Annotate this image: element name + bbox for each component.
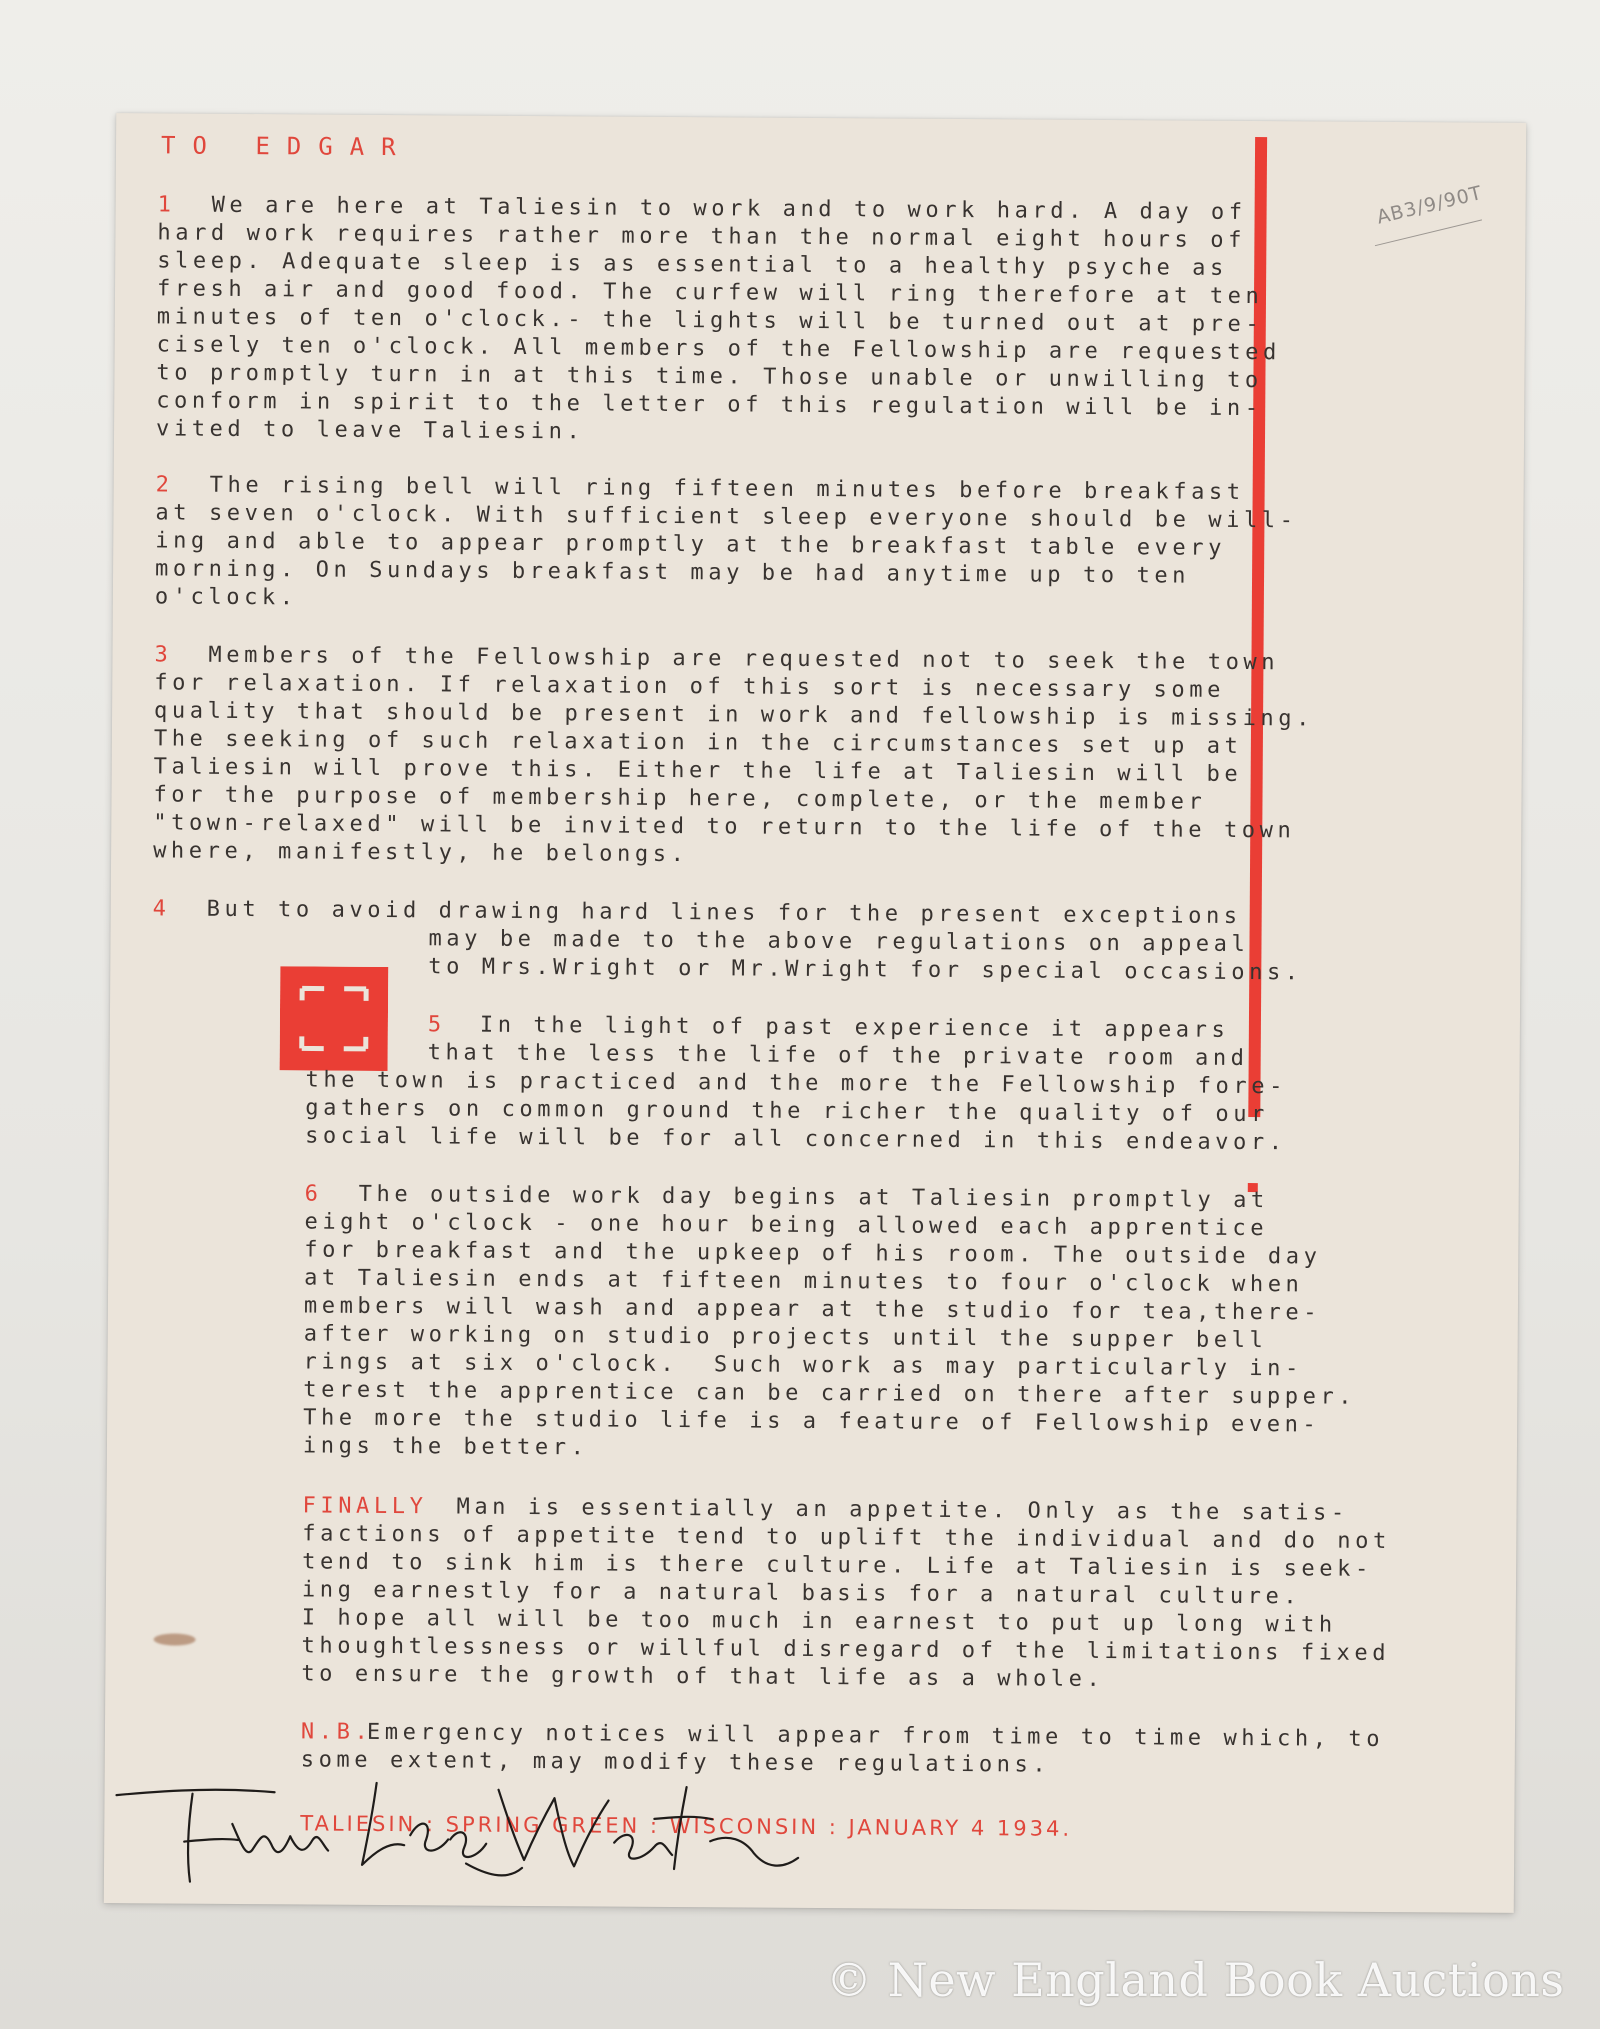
section-3-line-1: Members of the Fellowship are requested not to seek the town bbox=[208, 642, 1280, 676]
finally-line-2: factions of appetite tend to uplift the individual and do not bbox=[302, 1521, 1391, 1555]
letter-heading: TO EDGAR bbox=[160, 131, 413, 162]
section-6-line-4: at Taliesin ends at fifteen minutes to four o'clock when bbox=[304, 1265, 1304, 1298]
section-6-line-5: members will wash and appear at the studio for tea,there- bbox=[303, 1293, 1322, 1326]
section-2-line-4: morning. On Sundays breakfast may be had anytime up to ten bbox=[154, 556, 1191, 589]
nb-line-1: Emergency notices will appear from time to time which, to bbox=[366, 1719, 1385, 1752]
section-1-line-7: to promptly turn in at this time. Those unable or unwilling to bbox=[156, 360, 1263, 394]
section-5-line-1: In the light of past experience it appears bbox=[479, 1012, 1230, 1043]
section-1-line-3: sleep. Adequate sleep is as essential to a healthy psyche as bbox=[157, 248, 1229, 281]
section-5-line-4: gathers on common ground the richer the quality of our bbox=[305, 1095, 1270, 1128]
section-5-line-2: that the less the life of the private room and bbox=[427, 1040, 1249, 1072]
section-2-line-5: o'clock. bbox=[154, 584, 298, 611]
finally-line-6: thoughtlessness or willful disregard of the limitations fixed bbox=[301, 1633, 1391, 1667]
section-3-line-6: for the purpose of membership here, complete, or the member bbox=[153, 782, 1207, 815]
section-6-line-7: rings at six o'clock. Such work as may particularly in- bbox=[303, 1349, 1303, 1382]
section-3-line-7: "town-relaxed" will be invited to return to the life of the town bbox=[153, 810, 1296, 844]
section-2-line-3: ing and able to appear promptly at the breakfast table every bbox=[155, 528, 1227, 561]
nb-label: N.B. bbox=[300, 1719, 373, 1745]
copyright-watermark: © New England Book Auctions bbox=[826, 1953, 1565, 2007]
section-2-line-2: at seven o'clock. With sufficient sleep everyone should be will- bbox=[155, 500, 1298, 534]
finally-line-4: ing earnestly for a natural basis for a natural culture. bbox=[301, 1577, 1302, 1610]
taliesin-red-square-logo bbox=[280, 966, 389, 1071]
finally-line-3: tend to sink him is there culture. Life at Taliesin is seek- bbox=[302, 1549, 1373, 1582]
section-4-line-1: But to avoid drawing hard lines for the present exceptions bbox=[206, 896, 1242, 929]
finally-line-5: I hope all will be too much in earnest to put up long with bbox=[301, 1605, 1337, 1638]
section-6-number: 6 bbox=[304, 1181, 323, 1207]
section-3-number: 3 bbox=[154, 642, 173, 668]
section-6-line-2: eight o'clock - one hour being allowed each apprentice bbox=[304, 1209, 1269, 1242]
section-1-line-6: cisely ten o'clock. All members of the Fellowship are requested bbox=[156, 332, 1281, 366]
section-6-line-9: The more the studio life is a feature of Fellowship even- bbox=[303, 1405, 1321, 1438]
section-6-line-3: for breakfast and the upkeep of his room. The outside day bbox=[304, 1237, 1322, 1270]
section-1-line-8: conform in spirit to the letter of this regulation will be in- bbox=[156, 388, 1263, 422]
section-5-number: 5 bbox=[427, 1012, 446, 1038]
section-1-number: 1 bbox=[157, 192, 176, 218]
section-1-line-5: minutes of ten o'clock.- the lights will be turned out at pre- bbox=[156, 304, 1264, 338]
section-6-line-1: The outside work day begins at Taliesin promptly at bbox=[358, 1181, 1269, 1214]
section-4-line-3: to Mrs.Wright or Mr.Wright for special occasions. bbox=[428, 954, 1303, 986]
section-3-line-4: The seeking of such relaxation in the circumstances set up at bbox=[153, 726, 1243, 759]
section-1-line-1: We are here at Taliesin to work and to work hard. A day of bbox=[211, 192, 1247, 225]
finally-label: FINALLY bbox=[302, 1493, 428, 1520]
section-6-line-8: terest the apprentice can be carried on there after supper. bbox=[303, 1377, 1357, 1410]
paper-stain bbox=[154, 1633, 196, 1645]
section-5-line-3: the town is practiced and the more the Fellowship fore- bbox=[305, 1067, 1288, 1100]
section-1-line-2: hard work requires rather more than the normal eight hours of bbox=[157, 220, 1247, 253]
frank-lloyd-wright-signature bbox=[114, 1753, 855, 1908]
section-6-line-6: after working on studio projects until the supper bell bbox=[303, 1321, 1268, 1354]
finally-line-1: Man is essentially an appetite. Only as the satis- bbox=[456, 1494, 1349, 1526]
pencil-annotation: AB3/9/90T bbox=[1374, 181, 1485, 229]
letter-sheet bbox=[104, 113, 1526, 1913]
section-1-line-9: vited to leave Taliesin. bbox=[155, 416, 585, 445]
section-4-line-2: may be made to the above regulations on appeal bbox=[428, 926, 1250, 958]
section-3-line-3: quality that should be present in work and fellowship is missing. bbox=[154, 698, 1315, 732]
section-3-line-5: Taliesin will prove this. Either the life at Taliesin will be bbox=[153, 754, 1243, 787]
section-6-line-10: ings the better. bbox=[302, 1433, 589, 1461]
section-3-line-8: where, manifestly, he belongs. bbox=[153, 838, 689, 868]
section-2-line-1: The rising bell will ring fifteen minutes before breakfast bbox=[209, 472, 1245, 505]
section-2-number: 2 bbox=[155, 472, 174, 498]
footer-dateline: TALIESIN : SPRING GREEN : WISCONSIN : JANUARY 4 1934. bbox=[300, 1811, 1073, 1841]
section-5-line-5: social life will be for all concerned in this endeavor. bbox=[305, 1123, 1287, 1156]
finally-line-7: to ensure the growth of that life as a whole. bbox=[301, 1661, 1105, 1693]
section-1-line-4: fresh air and good food. The curfew will ring therefore at ten bbox=[156, 276, 1264, 310]
nb-line-2: some extent, may modify these regulations. bbox=[300, 1747, 1051, 1778]
section-3-line-2: for relaxation. If relaxation of this sort is necessary some bbox=[154, 670, 1226, 703]
section-4-number: 4 bbox=[152, 896, 171, 922]
